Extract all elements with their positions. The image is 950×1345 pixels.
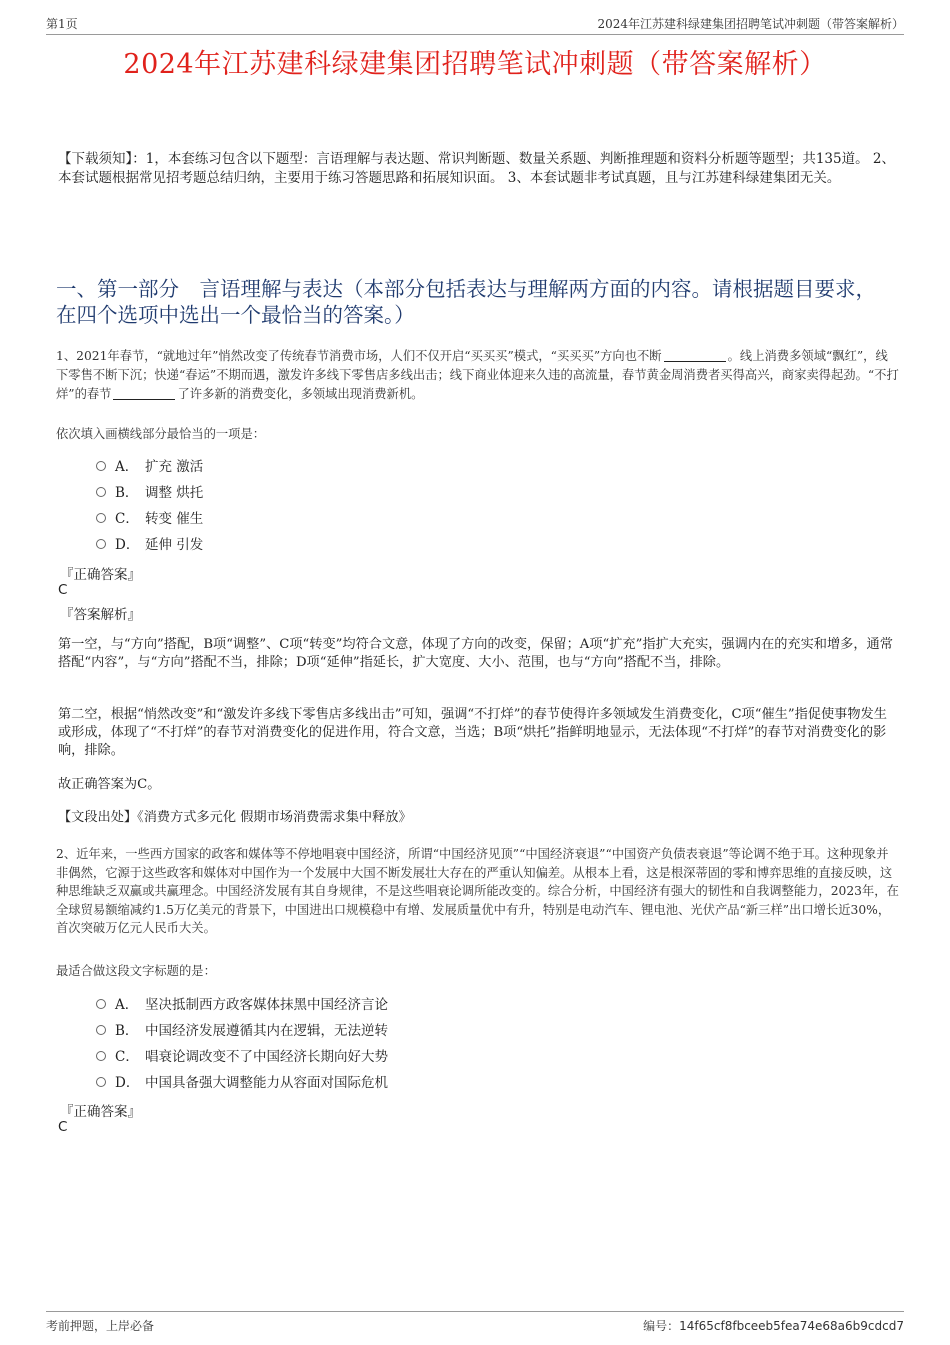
radio-icon[interactable] [96,539,106,549]
q1-option-a[interactable]: A． 扩充 激活 [96,452,203,478]
q1-option-b[interactable]: B． 调整 烘托 [96,478,203,504]
question-1-text [56,347,900,404]
radio-icon[interactable] [96,513,106,523]
q1-analysis-paragraph-1: 第一空，与“方向”搭配，B项“调整”、C项“转变”均符合文意，体现了方向的改变，保留；A项“扩充”指扩大充实，强调内在的充实和增多，通常搭配“内容”，与“方向”搭配不当，排除；D项“延伸”指延长，扩大宽度、大小、范围，也与“方向”搭配不当，排除。 [58,637,893,670]
footer-slogan: 考前押题，上岸必备 [46,1319,155,1333]
radio-icon[interactable] [96,1051,106,1061]
q1-source: 【文段出处】《消费方式多元化 假期市场消费需求集中释放》 [58,810,412,825]
document-code: 14f65cf8fbceeb5fea74e68a6b9cdcd7 [679,1319,904,1333]
q1-options [96,452,203,556]
radio-icon[interactable] [96,999,106,1009]
radio-icon[interactable] [96,461,106,471]
document-title: 2024年江苏建科绿建集团招聘笔试冲刺题（带答案解析） [123,49,827,80]
header-doc-title: 2024年江苏建科绿建集团招聘笔试冲刺题（带答案解析） [597,17,904,31]
q1-answer: C [58,582,68,598]
running-header [46,14,904,35]
q1-prompt: 依次填入画横线部分最恰当的一项是： [56,427,266,441]
section-heading: 一、第一部分 言语理解与表达（本部分包括表达与理解两方面的内容。请根据题目要求，在四个选项中选出一个最恰当的答案。） [56,277,876,327]
q2-answer-label: 『正确答案』 [60,1104,141,1120]
q2-option-a[interactable]: A． 坚决抵制西方政客媒体抹黑中国经济言论 [96,990,388,1016]
q1-text-part-c: 了许多新的消费变化，多领域出现消费新机。 [177,387,424,401]
fill-blank-2 [113,387,175,400]
q2-prompt: 最适合做这段文字标题的是： [56,964,216,978]
download-notice: 【下载须知】：1，本套练习包含以下题型：言语理解与表达题、常识判断题、数量关系题、判断推理题和资料分析题等题型；共135道。 2、本套试题根据常见招考题总结归纳，主要用于练习答题思路和拓展知识面。 3、本套试题非考试真题，且与江苏建科绿建集团无关。 [58,151,895,186]
radio-icon[interactable] [96,1077,106,1087]
q2-options [96,990,388,1094]
q2-option-b[interactable]: B． 中国经济发展遵循其内在逻辑，无法逆转 [96,1016,388,1042]
fill-blank-1 [664,349,726,362]
question-2-text: 2、近年来，一些西方国家的政客和媒体等不停地唱衰中国经济，所谓“中国经济见顶”“中国经济衰退”“中国资产负债表衰退”等论调不绝于耳。这种现象并非偶然，它源于这些政客和媒体对中国作为一个发展中大国不断发展壮大存在的严重认知偏差。从根本上看，这是根深蒂固的零和博弈思维的直接反映，这种思维缺乏双赢或共赢理念。中国经济发展有其自身规律，不是这些唱衰论调所能改变的。综合分析，中国经济有强大的韧性和自我调整能力，2023年，在全球贸易额缩减约1.5万亿美元的背景下，中国进出口规模稳中有增、发展质量优中有升，特别是电动汽车、锂电池、光伏产品“新三样”出口增长近30%，首次突破万亿元人民币大关。 [56,847,899,935]
running-footer [46,1311,904,1334]
q1-text-part-b: 。线上消费多领域“飘红”，线下零售不断下沉；快递“春运”不期而遇，激发许多线下零售店多线出击；线下商业体迎来久违的高流量，春节黄金周消费者买得高兴，商家卖得起劲。“不打烊”的春节 [56,349,899,401]
q1-analysis-paragraph-2: 第二空，根据“悄然改变”和“激发许多线下零售店多线出击”可知，强调“不打烊”的春节使得许多领域发生消费变化，C项“催生”指促使事物发生或形成，体现了“不打烊”的春节对消费变化的促进作用，符合文意，当选；B项“烘托”指鲜明地显示，无法体现“不打烊”的春节对消费变化的影响，排除。 [58,707,887,758]
q1-text-part-a: 1、2021年春节，“就地过年”悄然改变了传统春节消费市场，人们不仅开启“买买买”模式，“买买买”方向也不断 [56,349,662,363]
q2-option-d[interactable]: D． 中国具备强大调整能力从容面对国际危机 [96,1068,388,1094]
q1-option-c[interactable]: C． 转变 催生 [96,504,203,530]
footer-code: 编号：14f65cf8fbceeb5fea74e68a6b9cdcd7 [643,1319,904,1333]
q1-analysis-conclusion: 故正确答案为C。 [58,777,161,792]
radio-icon[interactable] [96,487,106,497]
q1-analysis-label: 『答案解析』 [60,607,141,623]
q2-answer: C [58,1119,68,1135]
q2-option-c[interactable]: C． 唱衰论调改变不了中国经济长期向好大势 [96,1042,388,1068]
q1-option-d[interactable]: D． 延伸 引发 [96,530,203,556]
radio-icon[interactable] [96,1025,106,1035]
q1-answer-label: 『正确答案』 [60,567,141,583]
page-number: 第1页 [46,17,78,31]
